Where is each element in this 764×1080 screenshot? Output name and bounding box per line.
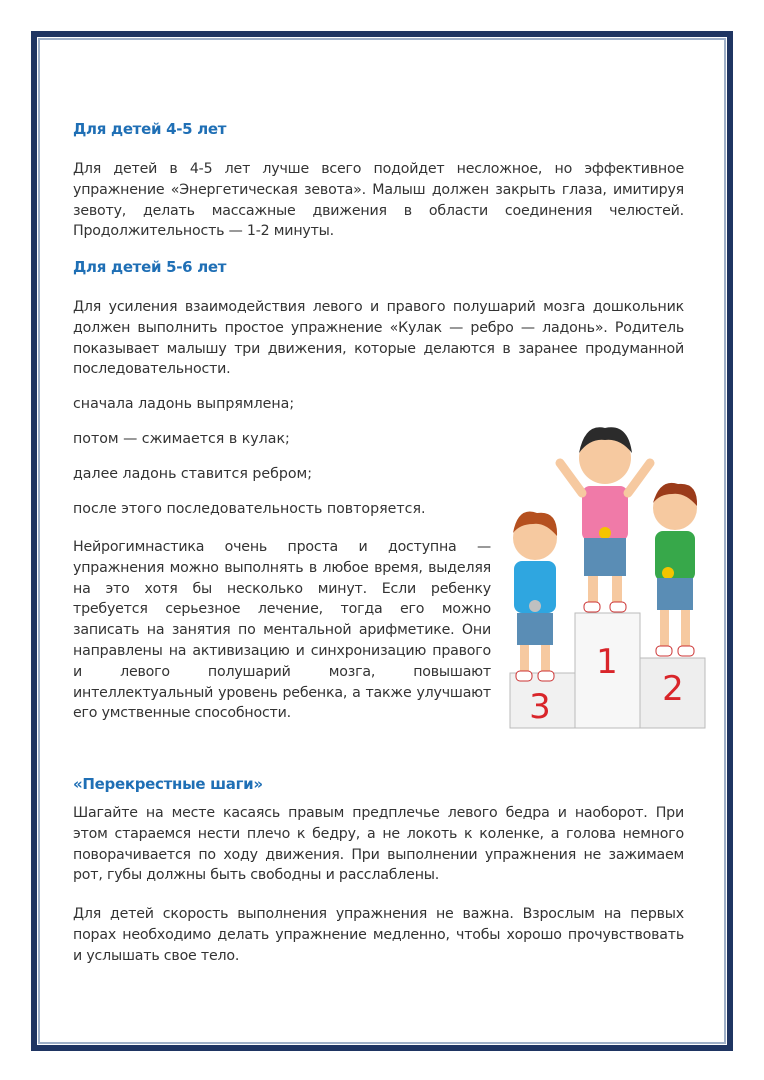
step-item: сначала ладонь выпрямлена;	[73, 396, 295, 412]
paragraph-cross-steps: Шагайте на месте касаясь правым предплечье левого бедра и наоборот. При этом стараемся нести плечо к бедру, а не локоть к коленке, а голова немного поворачивается по ходу движения. При выполнении упражнения не зажимаем рот, губы должны быть свободны и расслаблены.	[73, 805, 684, 884]
kids-podium-illustration	[500, 418, 715, 733]
heading-5-6: Для детей 5-6 лет	[73, 258, 227, 276]
place-1-label: 1	[596, 642, 618, 682]
kid-second-place	[653, 483, 697, 656]
paragraph-4-5: Для детей в 4-5 лет лучше всего подойдет несложное, но эффективное упражнение «Энергетическая зевота». Малыш должен закрыть глаза, имитируя зевоту, делать массажные движения в области соединения челюстей. Продолжительность — 1-2 минуты.	[73, 161, 684, 240]
step-item: потом — сжимается в кулак;	[73, 431, 290, 447]
heading-cross-steps: «Перекрестные шаги»	[73, 775, 263, 793]
step-item: после этого последовательность повторяется.	[73, 501, 426, 517]
paragraph-5-6: Для усиления взаимодействия левого и правого полушарий мозга дошкольник должен выполнить простое упражнение «Кулак — ребро — ладонь». Родитель показывает малышу три движения, которые делаются в заранее продуманной последовательности.	[73, 299, 684, 378]
place-3-label: 3	[529, 687, 551, 727]
step-item: далее ладонь ставится ребром;	[73, 466, 313, 482]
paragraph-speed: Для детей скорость выполнения упражнения не важна. Взрослым на первых порах необходимо делать упражнение медленно, чтобы хорошо прочувствовать и услышать свое тело.	[73, 906, 684, 964]
paragraph-neurogym: Нейрогимнастика очень проста и доступна — упражнения можно выполнять в любое время, выделяя на это хотя бы несколько минут. Если ребенку требуется серьезное лечение, тогда его можно записать на занятия по ментальной арифметике. Они направлены на активизацию и синхронизацию правого и левого полушарий мозга, повышают интеллектуальный уровень ребенка, а также улучшают его умственные способности.	[73, 539, 491, 722]
kid-third-place	[513, 512, 557, 681]
heading-4-5: Для детей 4-5 лет	[73, 120, 227, 138]
place-2-label: 2	[662, 669, 684, 709]
kid-first-place	[560, 427, 650, 612]
